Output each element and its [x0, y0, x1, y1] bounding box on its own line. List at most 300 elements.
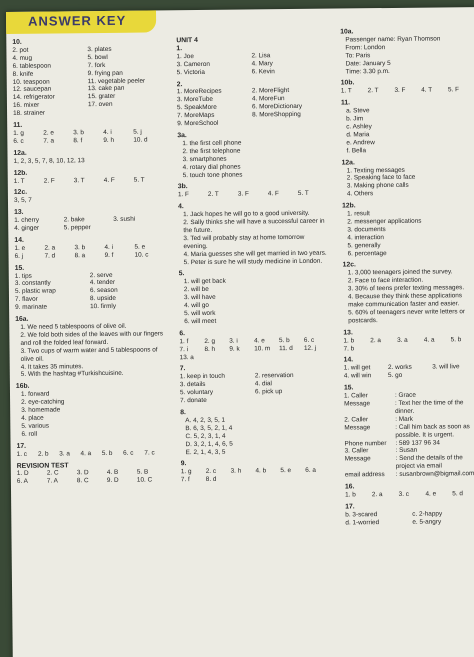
- answer-cell: 1. T: [13, 177, 25, 185]
- answer-row: [14, 176, 164, 185]
- answer-cell: 2. a: [44, 244, 56, 252]
- answer-line: 2. Face to face interaction.: [347, 276, 424, 285]
- answer-line: 2. eye-catching: [21, 398, 65, 407]
- answer-cell: 2. T: [207, 191, 219, 199]
- answer-cell: 16. mixer: [12, 101, 40, 110]
- form-value: : Text her the time of the dinner.: [394, 399, 464, 415]
- answer-cell: [280, 475, 305, 483]
- answer-cell: 4. b: [255, 467, 267, 475]
- answer-cell: e. 5-angry: [412, 518, 442, 526]
- section-heading: 5.: [178, 270, 185, 278]
- answer-cell: 9. marinate: [15, 303, 48, 312]
- answer-cell: 5. B: [136, 468, 149, 477]
- answer-cell: [229, 353, 254, 361]
- answer-cell: 1. will get: [343, 364, 371, 372]
- section-heading: 8.: [180, 409, 186, 417]
- answer-cell: 10. d: [133, 136, 148, 144]
- answer-cell: 8. upside: [89, 295, 116, 303]
- answer-cell: 9. h: [103, 136, 115, 144]
- answer-cell: 6. MoreDictionary: [251, 103, 303, 111]
- section-heading: 1.: [176, 45, 183, 53]
- answer-cell: 4. a: [423, 336, 435, 344]
- answer-line: 5. touch tone phones: [182, 171, 243, 179]
- answer-cell: 7. b: [343, 344, 355, 353]
- answer-cell: 1. tips: [14, 272, 32, 280]
- answer-cell: 8. h: [204, 345, 216, 353]
- answer-cell: 6. Kevin: [251, 67, 275, 76]
- section-heading: 16.: [344, 483, 355, 491]
- answer-cell: 13. a: [179, 353, 194, 361]
- answer-cell: 14. refrigerator: [12, 93, 55, 102]
- answer-cell: 3. D: [76, 469, 89, 477]
- answer-cell: 1. T: [340, 87, 352, 95]
- answer-cell: 10. firmly: [90, 303, 117, 311]
- answer-cell: 5. b: [101, 449, 113, 457]
- column-1: [12, 37, 167, 486]
- answer-line: f. Bella: [346, 146, 367, 155]
- answer-cell: 7. fork: [87, 61, 106, 69]
- answer-cell: 10. m: [254, 344, 271, 353]
- answer-line: 2. Sally thinks she will have a successful career in the future.: [183, 217, 325, 235]
- answer-line: From: London: [345, 43, 386, 52]
- section-heading: 17.: [345, 503, 355, 511]
- answer-cell: [304, 352, 329, 360]
- answer-cell: 9. k: [229, 345, 240, 353]
- answer-cell: 5. Victoria: [176, 68, 205, 76]
- answer-cell: 3. sushi: [113, 215, 136, 224]
- answer-cell: 1. D: [16, 470, 29, 478]
- answer-cell: 2. e: [43, 129, 54, 137]
- answer-cell: 7. i: [179, 345, 189, 353]
- answer-cell: 9. frying pan: [87, 69, 123, 77]
- answer-line: 5. generally: [347, 241, 381, 250]
- answer-line: Time: 3.30 p.m.: [345, 67, 390, 75]
- answer-cell: 6. c: [13, 137, 24, 145]
- answer-cell: [424, 344, 451, 352]
- answer-cell: 1. e: [14, 244, 26, 252]
- answer-cell: 3. c: [398, 490, 410, 498]
- answer-line: e. Andrew: [346, 138, 375, 147]
- answer-cell: 8. d: [205, 476, 217, 484]
- form-value: : Call him back as soon as possible. It is urgent.: [395, 422, 470, 439]
- answer-row: [344, 371, 474, 380]
- section-heading: 11.: [13, 121, 23, 129]
- answer-cell: 8. knife: [12, 70, 34, 78]
- answer-row: [13, 136, 163, 145]
- section-heading: 3b.: [177, 183, 188, 191]
- section-heading: 6.: [179, 329, 186, 338]
- answer-cell: 3. details: [179, 381, 206, 389]
- answer-cell: 4. dial: [254, 380, 273, 388]
- answer-cell: 10. teaspoon: [12, 78, 50, 86]
- answer-line: 5. With the hashtag #Turkishcuisine.: [20, 370, 124, 379]
- form-key: 3. Caller: [344, 447, 369, 455]
- answer-cell: 7. A: [46, 477, 58, 485]
- answer-cell: 3. constantly: [14, 280, 51, 288]
- section-heading: REVISION TEST: [16, 461, 69, 470]
- answer-cell: 3. h: [230, 467, 242, 475]
- answer-cell: [113, 223, 163, 231]
- answer-cell: 4. i: [103, 128, 112, 136]
- form-key: Message: [344, 400, 371, 408]
- form-value: : Grace: [394, 391, 416, 400]
- answer-cell: 7. MoreMaps: [177, 111, 215, 120]
- answer-cell: 3. a: [397, 336, 408, 344]
- answer-cell: 2. C: [46, 469, 59, 478]
- answer-cell: 6. tablespoon: [12, 62, 51, 70]
- section-heading: 15.: [343, 384, 354, 392]
- answer-cell: 5. b: [450, 335, 462, 343]
- answer-cell: 3. i: [229, 337, 238, 345]
- form-row: [345, 470, 474, 479]
- answer-line: 1. forward: [20, 390, 50, 399]
- answer-cell: 1. c: [16, 450, 27, 458]
- form-value: : Mark: [395, 415, 413, 423]
- answer-cell: 9. D: [106, 477, 119, 485]
- section-heading: 9.: [180, 460, 187, 468]
- form-value: : 589 137 96 34: [395, 438, 440, 447]
- answer-cell: 2. F: [43, 176, 55, 185]
- answer-line: 4. It takes 35 minutes.: [20, 362, 84, 371]
- answer-cell: 7. a: [43, 137, 55, 145]
- answer-cell: 2. T: [367, 87, 379, 95]
- answer-cell: 6. A: [16, 478, 28, 486]
- answer-cell: 6. pick up: [254, 388, 283, 396]
- answer-cell: 9. f: [104, 251, 114, 259]
- answer-cell: 5. T: [133, 176, 145, 184]
- answer-line: 1. the first cell phone: [182, 139, 242, 148]
- answer-cell: [370, 344, 397, 352]
- section-heading: 12a.: [13, 149, 27, 157]
- answer-cell: [305, 475, 330, 483]
- answer-cell: 4. mug: [12, 54, 33, 62]
- answer-cell: 17. oven: [87, 101, 113, 109]
- answer-line: b. Jim: [346, 115, 364, 123]
- answer-row: [177, 67, 327, 76]
- answer-cell: 5. F: [447, 86, 460, 94]
- answer-cell: 3. b: [74, 244, 86, 252]
- answer-cell: 3. b: [73, 129, 84, 137]
- answer-cell: b. 3-scared: [345, 510, 378, 519]
- answer-row: [177, 119, 327, 128]
- answer-cell: 4. will win: [343, 372, 372, 380]
- answer-cell: 12. j: [303, 344, 317, 352]
- answer-line: 2. messenger applications: [347, 217, 422, 226]
- form-key: Phone number: [344, 439, 387, 447]
- answer-line: 1, 2, 3, 5, 7, 8, 10, 12, 13: [13, 156, 85, 165]
- answer-cell: 5. j: [133, 128, 142, 136]
- answer-cell: 2. Lisa: [251, 52, 271, 60]
- answer-cell: 1. keep in touch: [179, 373, 225, 381]
- answer-cell: 8. MoreShopping: [252, 111, 301, 119]
- section-heading: 2.: [176, 80, 183, 88]
- answer-cell: 10. c: [134, 251, 149, 259]
- answer-cell: 6. j: [14, 252, 24, 260]
- answer-cell: 12. saucepan: [12, 85, 52, 94]
- section-heading: 14.: [14, 236, 24, 244]
- form-row: [344, 423, 474, 440]
- answer-cell: 1. g: [13, 129, 24, 137]
- answer-cell: 1. MoreRecipes: [176, 88, 222, 96]
- answer-line: Date: January 5: [345, 59, 391, 68]
- answer-line: A. 4, 2, 3, 5, 1: [185, 416, 226, 425]
- answer-cell: 1. Joe: [176, 52, 194, 61]
- answer-cell: 5. SpeakMore: [176, 104, 217, 112]
- answer-line: 5. will work: [184, 309, 216, 318]
- answer-line: 4. interaction: [347, 233, 385, 242]
- section-heading: 4.: [178, 203, 184, 211]
- answer-line: 6. will meet: [184, 317, 217, 326]
- answer-line: C. 5, 2, 3, 1, 4: [185, 432, 226, 440]
- answer-line: 4. place: [21, 414, 44, 422]
- form-row: [345, 454, 474, 471]
- answer-line: D. 3, 2, 1, 4, 6, 5: [185, 440, 233, 448]
- answer-line: 2. the first telephone: [182, 147, 241, 155]
- form-value: : Susan: [395, 447, 418, 455]
- unit-title: UNIT 4: [176, 36, 198, 45]
- answer-cell: 2. g: [204, 337, 216, 345]
- answer-cell: 1. f: [179, 337, 189, 345]
- answer-cell: 5. voluntary: [179, 389, 214, 397]
- form-key: 1. Caller: [344, 392, 368, 400]
- section-heading: 12c.: [13, 189, 28, 197]
- section-heading: 13.: [14, 209, 24, 217]
- answer-cell: 4. F: [267, 190, 279, 198]
- answer-cell: 2. a: [371, 491, 383, 499]
- answer-line: 1. Jack hopes he will go to a good university.: [183, 209, 310, 219]
- answer-line: 2. Speaking face to face: [346, 174, 416, 182]
- section-heading: 13.: [343, 329, 353, 337]
- answer-cell: 6. c: [303, 336, 315, 344]
- answer-row: [17, 477, 167, 486]
- answer-cell: 2. reservation: [254, 372, 294, 380]
- section-heading: 10.: [12, 38, 22, 46]
- answer-row: [180, 352, 330, 361]
- answer-line: E. 2, 1, 4, 3, 5: [185, 448, 226, 456]
- form-key: email address: [344, 471, 385, 479]
- answer-line: 1. result: [347, 210, 370, 218]
- answer-cell: 4. MoreFun: [251, 95, 285, 103]
- answer-line: 3. smartphones: [182, 155, 227, 163]
- answer-cell: 4. F: [103, 176, 115, 184]
- answer-cell: 2. pot: [12, 46, 29, 54]
- answer-cell: 10. C: [136, 476, 153, 484]
- answer-line: 1. 3,000 teenagers joined the survey.: [347, 268, 453, 277]
- section-heading: 14.: [343, 356, 354, 364]
- answer-cell: 4. Mary: [251, 59, 273, 68]
- answer-cell: 5. b: [278, 336, 290, 344]
- answer-cell: 4. a: [80, 449, 92, 457]
- answer-cell: [255, 396, 330, 405]
- section-heading: 12c.: [342, 261, 356, 269]
- answer-line: Passenger name: Ryan Thomson: [345, 35, 441, 44]
- answer-line: 1. will get back: [183, 278, 226, 286]
- answer-line: 4. Because they think these applications make communication faster and easier.: [347, 292, 463, 309]
- section-heading: 12b.: [342, 202, 356, 210]
- answer-row: [178, 190, 328, 199]
- answer-line: 4. will go: [184, 301, 209, 310]
- answer-key-sheet: [6, 7, 474, 657]
- header-banner: [6, 10, 156, 34]
- answer-line: 2. will be: [183, 286, 209, 294]
- answer-line: 1. We need 5 tablespoons of olive oil.: [20, 322, 127, 331]
- answer-cell: 3. will live: [432, 363, 460, 371]
- answer-cell: 5. go: [388, 372, 403, 380]
- answer-cell: 3. T: [73, 176, 85, 184]
- answer-cell: [432, 371, 474, 379]
- answer-cell: 6. a: [305, 467, 316, 475]
- section-heading: 17.: [16, 442, 27, 450]
- answer-cell: 5. plastic wrap: [14, 287, 56, 296]
- answer-cell: 7. d: [44, 252, 56, 260]
- answer-cell: 1. b: [345, 491, 356, 499]
- answer-cell: 8. f: [73, 137, 83, 145]
- answer-line: 6. percentage: [347, 249, 387, 257]
- answer-cell: 2. a: [370, 336, 381, 344]
- section-heading: 15.: [14, 264, 25, 272]
- answer-cell: 2. serve: [89, 271, 113, 279]
- answer-line: a. Steve: [346, 107, 370, 115]
- answer-line: 3. Ted will probably stay at home tomorrow evening.: [183, 233, 305, 250]
- answer-cell: [204, 353, 229, 361]
- answer-cell: d. 1-worried: [345, 518, 380, 527]
- section-heading: 12b.: [13, 169, 28, 177]
- answer-cell: 6. season: [89, 287, 118, 295]
- answer-cell: 4. i: [104, 243, 114, 251]
- section-heading: 10b.: [340, 79, 355, 87]
- answer-row: [345, 518, 474, 527]
- answer-line: 3. 30% of teens prefer texting messages.: [347, 284, 465, 293]
- section-heading: 16b.: [15, 383, 30, 391]
- answer-line: 4. Maria guesses she will get married in two years.: [183, 249, 327, 258]
- form-row: [344, 399, 474, 416]
- answer-line: 3. will have: [183, 294, 216, 302]
- answer-cell: 3. Cameron: [176, 60, 210, 68]
- answer-cell: 15. grater: [87, 93, 116, 101]
- form-value: : Send the details of the project via email: [395, 454, 463, 471]
- section-heading: 7.: [179, 365, 186, 373]
- answer-row: [181, 475, 331, 484]
- answer-line: 4. rotary dial phones: [182, 163, 241, 171]
- answer-cell: 3. F: [237, 190, 249, 198]
- answer-cell: [88, 109, 163, 118]
- answer-cell: c. 2-happy: [412, 510, 443, 518]
- answer-line: 5. various: [21, 422, 50, 430]
- answer-cell: 5. e: [280, 467, 292, 475]
- answer-cell: 3. F: [394, 87, 406, 95]
- answer-cell: 7. donate: [180, 396, 207, 405]
- answer-cell: [397, 344, 424, 352]
- section-heading: 3a.: [177, 132, 187, 140]
- answer-cell: 1. F: [177, 191, 189, 199]
- answer-line: To: Paris: [345, 51, 371, 60]
- answer-row: [14, 223, 164, 232]
- section-heading: 10a.: [340, 28, 354, 36]
- answer-cell: [279, 352, 304, 360]
- answer-cell: 18. strainer: [13, 109, 46, 118]
- answer-line: 3. homemade: [21, 406, 61, 414]
- answer-line: B. 6, 3, 5, 2, 1, 4: [185, 424, 233, 432]
- answer-cell: 4. T: [421, 86, 433, 94]
- answer-cell: 3. plates: [87, 45, 112, 54]
- answer-line: 3. documents: [347, 225, 386, 234]
- answer-cell: 7. f: [180, 476, 190, 484]
- answer-cell: 5. d: [452, 490, 463, 498]
- answer-cell: 7. flavor: [14, 295, 38, 304]
- answer-cell: 2. MoreFlight: [251, 87, 290, 95]
- answer-cell: 2. works: [387, 364, 412, 372]
- answer-cell: 8. a: [74, 251, 86, 260]
- answer-line: 2. We fold both sides of the leaves with our fingers and roll the folded leaf forward.: [20, 330, 164, 347]
- page-title: ANSWER KEY: [28, 12, 127, 29]
- answer-line: 5. Peter is sure he will study medicine in London.: [183, 257, 323, 266]
- answer-line: 3, 5, 7: [13, 197, 32, 205]
- answer-cell: 8. C: [76, 477, 89, 485]
- section-heading: 11.: [340, 99, 351, 107]
- answer-row: [180, 396, 330, 405]
- answer-cell: 5. pepper: [63, 224, 91, 232]
- answer-line: 4. Others: [346, 190, 374, 198]
- answer-line: c. Ashley: [346, 123, 372, 131]
- answer-cell: 13. cake pan: [87, 85, 125, 93]
- answer-row: [17, 449, 167, 458]
- answer-row: [345, 490, 474, 499]
- answer-cell: 7. c: [144, 449, 155, 457]
- column-2: [176, 36, 331, 485]
- answer-cell: 11. d: [279, 344, 293, 352]
- form-key: Message: [344, 455, 371, 463]
- answer-row: [13, 109, 163, 118]
- answer-row: [15, 251, 165, 260]
- column-3: [340, 27, 474, 527]
- answer-cell: [451, 344, 474, 352]
- answer-cell: 1. g: [180, 468, 192, 476]
- answer-cell: [256, 475, 281, 483]
- answer-line: 3. Making phone calls: [346, 182, 409, 190]
- answer-row: [344, 344, 474, 353]
- answer-cell: 5. bowl: [87, 53, 108, 61]
- answer-line: 3. Two cups of warm water and 5 tablespoons of olive oil.: [20, 346, 158, 363]
- form-value: : susanbrown@bigmail.com: [395, 470, 474, 479]
- answer-cell: [252, 119, 327, 128]
- answer-cell: 4. ginger: [14, 224, 40, 232]
- answer-cell: 6. c: [123, 449, 134, 457]
- form-key: Message: [344, 423, 371, 432]
- answer-line: d. Maria: [346, 131, 370, 139]
- answer-line: 6. roll: [21, 430, 38, 438]
- answer-cell: [231, 476, 256, 484]
- answer-cell: 2. b: [37, 450, 49, 458]
- answer-row: [15, 303, 165, 312]
- answer-line: 5. 60% of teenagers never write letters or postcards.: [348, 308, 466, 325]
- answer-cell: 3. MoreTube: [176, 96, 213, 104]
- answer-cell: 4. tender: [89, 279, 116, 287]
- answer-cell: 5. T: [297, 190, 309, 198]
- section-heading: 12a.: [341, 158, 355, 167]
- form-key: 2. Caller: [344, 416, 369, 424]
- answer-cell: 3. a: [59, 449, 70, 458]
- answer-cell: 9. MoreSchool: [177, 119, 219, 128]
- answer-cell: [254, 353, 279, 361]
- answer-cell: 1. b: [343, 336, 355, 345]
- answer-line: 1. Texting messages: [346, 166, 405, 174]
- answer-cell: 4. e: [425, 490, 437, 498]
- answer-cell: 5. e: [134, 243, 146, 251]
- answer-cell: 4. e: [254, 337, 265, 345]
- answer-cell: 11. vegetable peeler: [87, 77, 146, 85]
- section-heading: 16a.: [15, 315, 29, 324]
- answer-cell: 1. cherry: [14, 216, 40, 225]
